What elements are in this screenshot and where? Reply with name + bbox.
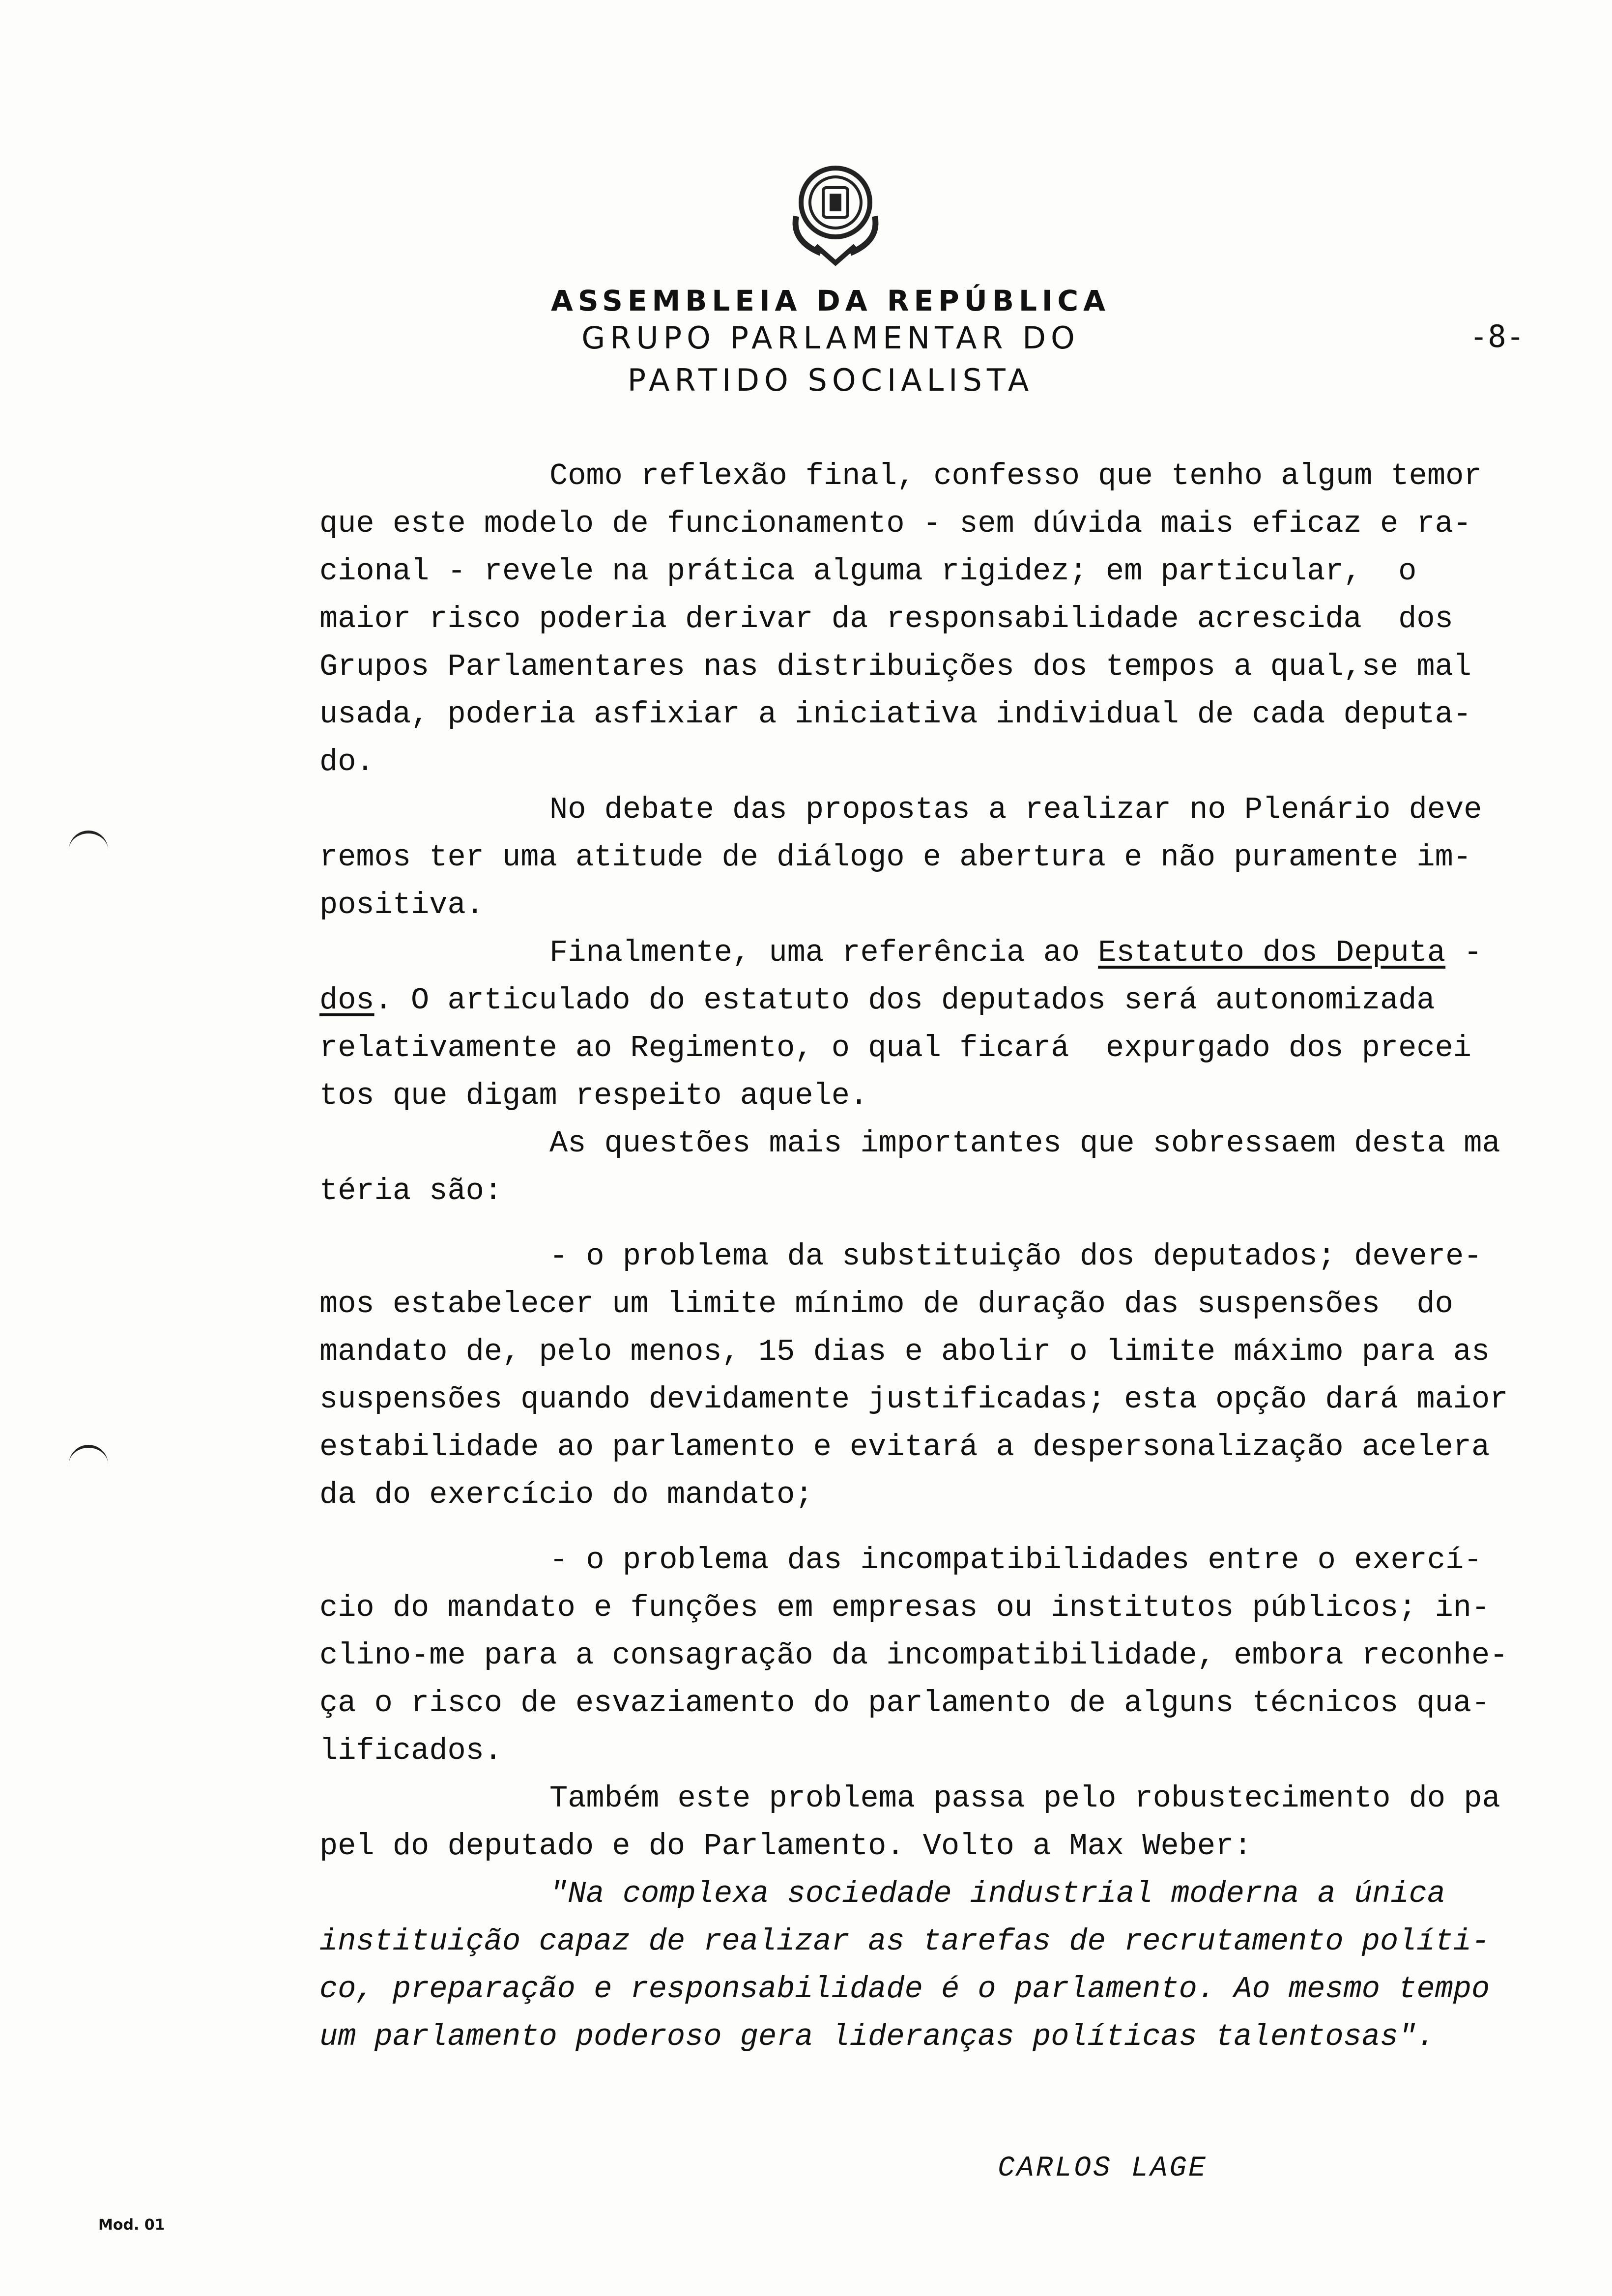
text-line: estabilidade ao parlamento e evitará a despersonalização acelera bbox=[319, 1430, 1490, 1464]
statute-title-underlined: dos bbox=[319, 983, 374, 1018]
text-line: - o problema da substituição dos deputados; devere- bbox=[549, 1239, 1482, 1274]
text-line: pel do deputado e do Parlamento. Volto a Max Weber: bbox=[319, 1829, 1252, 1864]
text-line: No debate das propostas a realizar no Plenário deve bbox=[549, 792, 1482, 827]
signature-name: CARLOS LAGE bbox=[998, 2152, 1208, 2184]
text-line: relativamente ao Regimento, o qual ficará expurgado dos precei bbox=[319, 1031, 1471, 1065]
text-line: tos que digam respeito aquele. bbox=[319, 1078, 868, 1113]
text-line: ça o risco de esvaziamento do parlamento de alguns técnicos qua- bbox=[319, 1686, 1490, 1721]
text-line: clino-me para a consagração da incompatibilidade, embora reconhe- bbox=[319, 1638, 1508, 1673]
statute-title-underlined: Estatuto dos Deputa bbox=[1098, 935, 1446, 970]
text-line: lificados. bbox=[319, 1733, 503, 1768]
text-line: mos estabelecer um limite mínimo de duração das suspensões do bbox=[319, 1287, 1453, 1321]
quote-line: um parlamento poderoso gera lideranças políticas talentosas". bbox=[319, 2019, 1435, 2054]
text-line: remos ter uma atitude de diálogo e abertura e não puramente im- bbox=[319, 840, 1471, 875]
coat-of-arms-seal-icon bbox=[781, 157, 890, 270]
group-name: GRUPO PARLAMENTAR DO bbox=[581, 320, 1080, 356]
binder-hole-mark bbox=[69, 1445, 108, 1467]
text-line: téria são: bbox=[319, 1174, 503, 1208]
institution-name: ASSEMBLEIA DA REPÚBLICA bbox=[551, 284, 1110, 317]
text-line: cional - revele na prática alguma rigidez; em particular, o bbox=[319, 554, 1417, 589]
text-line: suspensões quando devidamente justificadas; esta opção dará maior bbox=[319, 1382, 1508, 1417]
text-line: cio do mandato e funções em empresas ou institutos públicos; in- bbox=[319, 1590, 1490, 1625]
text-line: Como reflexão final, confesso que tenho algum temor bbox=[549, 459, 1482, 493]
page-number: -8- bbox=[1469, 318, 1525, 354]
form-code: Mod. 01 bbox=[98, 2216, 165, 2234]
text-line: positiva. bbox=[319, 888, 484, 922]
text-span: Finalmente, uma referência ao bbox=[549, 935, 1098, 970]
binder-hole-mark bbox=[69, 831, 108, 853]
paragraph-gap bbox=[319, 1519, 1578, 1536]
party-name: PARTIDO SOCIALISTA bbox=[627, 362, 1034, 398]
text-line: que este modelo de funcionamento - sem dúvida mais eficaz e ra- bbox=[319, 506, 1471, 541]
text-line: As questões mais importantes que sobressaem desta ma bbox=[549, 1126, 1500, 1161]
text-line bbox=[319, 929, 1578, 976]
text-span: . O articulado do estatuto dos deputados será autonomizada bbox=[374, 983, 1435, 1018]
text-line: mandato de, pelo menos, 15 dias e abolir o limite máximo para as bbox=[319, 1334, 1490, 1369]
quote-line: "Na complexa sociedade industrial moderna a única bbox=[549, 1876, 1446, 1911]
text-line: - o problema das incompatibilidades entre o exercí- bbox=[549, 1543, 1482, 1578]
quote-line: co, preparação e responsabilidade é o parlamento. Ao mesmo tempo bbox=[319, 1972, 1490, 2007]
text-line: usada, poderia asfixiar a iniciativa individual de cada deputa- bbox=[319, 697, 1471, 732]
quote-line: instituição capaz de realizar as tarefas de recrutamento políti- bbox=[319, 1924, 1490, 1959]
paragraph-gap bbox=[319, 1215, 1578, 1233]
text-line: Também este problema passa pelo robustecimento do pa bbox=[549, 1781, 1500, 1816]
document-body bbox=[319, 452, 1578, 2061]
letterhead bbox=[506, 285, 1155, 398]
text-line: da do exercício do mandato; bbox=[319, 1477, 813, 1512]
text-line: maior risco poderia derivar da responsabilidade acrescida dos bbox=[319, 602, 1453, 636]
text-line: Grupos Parlamentares nas distribuições dos tempos a qual,se mal bbox=[319, 649, 1471, 684]
text-line: do. bbox=[319, 745, 374, 779]
text-line bbox=[319, 976, 1578, 1024]
text-span: - bbox=[1445, 935, 1482, 970]
